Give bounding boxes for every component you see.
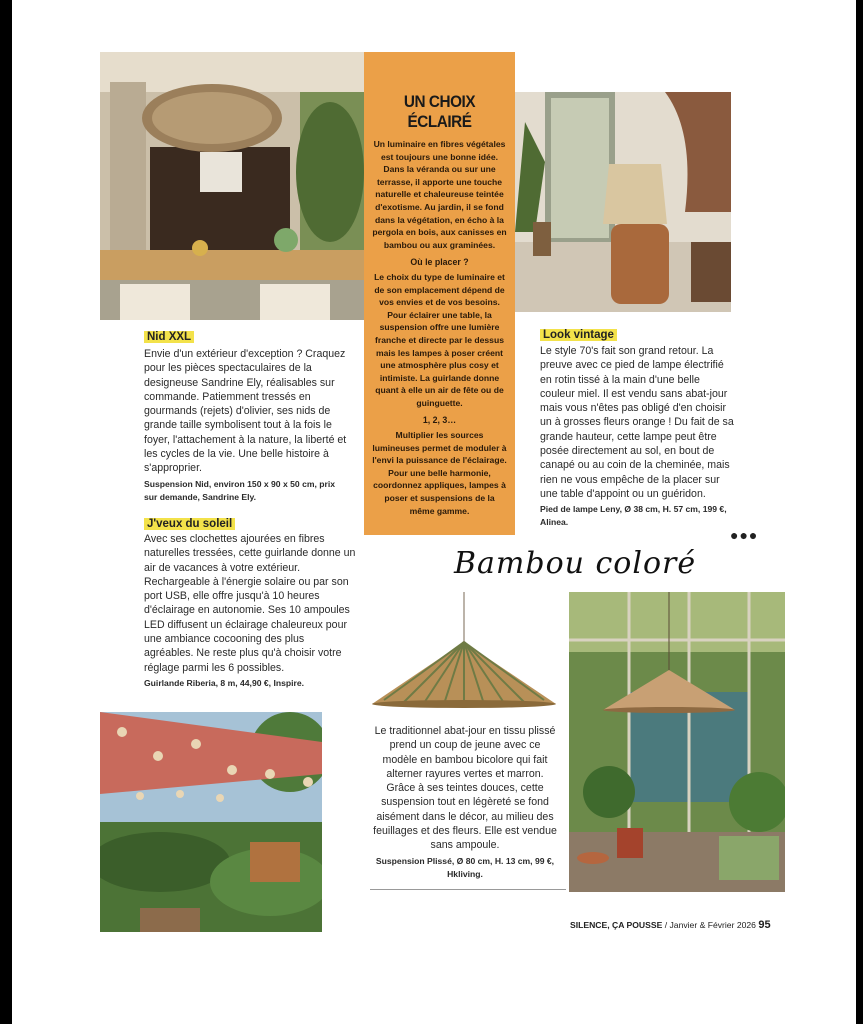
vintage-credit: Pied de lampe Leny, Ø 38 cm, H. 57 cm, 199 €, Alinea. <box>540 504 727 528</box>
footer-divider: / <box>664 920 670 930</box>
nid-text-block <box>144 347 349 504</box>
photo-nest-terrace <box>100 52 364 320</box>
footer-issue: Janvier & Février 2026 <box>669 920 756 930</box>
sidebar-box <box>364 52 515 535</box>
soleil-body: Avec ses clochettes ajourées en fibres naturelles tressées, cette guirlande donne un air de vacances à votre extérieur. Rechargeable à l'énergie solaire ou par son port USB, elle offre jusqu'à 10 heures d'éclairage en autonomie. Ses 10 ampoules LED diffusent un éclairage chaleureux pour une ambiance cocooning des plus agréables. Ne reste plus qu'à choisir votre réglage parmi les 6 possibles. <box>144 533 356 674</box>
sidebar-subheading-sources: 1, 2, 3… <box>422 415 457 426</box>
nid-credit: Suspension Nid, environ 150 x 90 x 50 cm, prix sur demande, Sandrine Ely. <box>144 478 336 502</box>
magazine-page <box>12 0 856 1024</box>
nid-body: Envie d'un extérieur d'exception ? Craquez pour les pièces spectaculaires de la designeuse Sandrine Ely, réalisables sur commande. Patiemment tressés en gourmands (rejets) d'olivier, ses nids de grande taille symbolisent tout à la fois le foyer, l'attachement à la nature, la liberté et les cycles de la vie. Une belle histoire à s'approprier. <box>144 348 347 475</box>
continue-dots: ●●● <box>730 527 759 543</box>
soleil-heading: J'veux du soleil <box>144 518 235 530</box>
footer-magazine: SILENCE, ÇA POUSSE <box>570 920 663 930</box>
sidebar-subheading-placer: Où le placer ? <box>410 257 469 268</box>
vintage-body: Le style 70's fait son grand retour. La preuve avec ce pied de lampe électrifié en rotin tissé à la main d'une belle couleur miel. Il est vendu sans abat-jour mais vous n'êtes pas obligé d'en choisir un à grosses fleurs orange ! Du fait de sa grande hauteur, cette lampe peut être posée directement au sol, en bout de canapé ou au coin de la cheminée, mais rien ne vous empêche de la placer sur une table d'appoint ou un guéridon. <box>540 345 734 500</box>
bambou-credit: Suspension Plissé, Ø 80 cm, H. 13 cm, 99 €, Hkliving. <box>375 855 555 879</box>
sidebar-intro: Un luminaire en fibres végétales est toujours une bonne idée. Dans la véranda ou sur une terrasse, il apporte une touche naturelle et chaleureuse teintée d'exotisme. Au jardin, il se fond dans la végétation, en écho à la pergola en bois, aux canisses en bambou ou aux graminées. <box>372 139 507 250</box>
photo-greenhouse <box>569 592 785 892</box>
page-footer <box>570 919 771 931</box>
sidebar-title: UN CHOIX ÉCLAIRÉ <box>403 92 476 131</box>
bambou-body: Le traditionnel abat-jour en tissu plissé prend un coup de jeune avec ce modèle en bambou bicolore qui fait alterner rayures vertes et marron. Grâce à ses teintes douces, cette suspension tout en légèreté se fond aisément dans le décor, au milieu des feuillages et des fleurs. Elle est vendue sans ampoule. <box>373 725 557 852</box>
soleil-text-block <box>144 532 356 690</box>
photo-garland <box>100 712 322 932</box>
bambou-rule <box>370 889 566 890</box>
nid-heading: Nid XXL <box>144 331 194 343</box>
vintage-heading: Look vintage <box>540 329 617 341</box>
photo-pendant-product <box>364 592 564 717</box>
footer-page-number: 95 <box>758 919 771 931</box>
vintage-text-block <box>540 344 736 529</box>
bambou-text-block <box>372 724 558 881</box>
sidebar-body-placer: Le choix du type de luminaire et de son emplacement dépend de vos envies et de vos besoins. Pour éclairer une table, la suspension offre une lumière franche et directe par le dessus mais les lampes à poser créent une atmosphère plus cosy et intimiste. La guirlande donne quant à elle un air de fête ou de guinguette. <box>374 271 505 408</box>
sidebar-body-sources: Multiplier les sources lumineuses permet de moduler à l'envi la puissance de l'éclairage. Pour une belle harmonie, coordonnez appliques, lampes à poser et suspensions de la même gamme. <box>372 430 507 516</box>
photo-vintage-lamp <box>515 92 731 312</box>
soleil-credit: Guirlande Riberia, 8 m, 44,90 €, Inspire. <box>144 677 305 688</box>
bambou-heading: Bambou coloré <box>454 546 697 581</box>
